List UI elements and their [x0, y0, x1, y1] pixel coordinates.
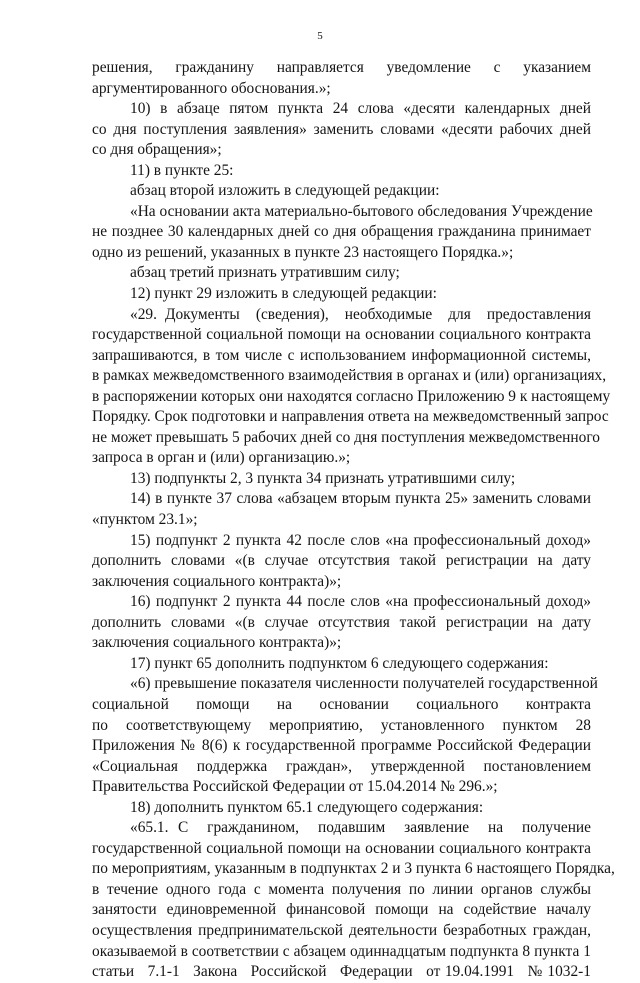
- page-number: 5: [317, 30, 323, 42]
- text-line: «На основании акта материально-бытового обследования Учреждение: [130, 202, 593, 220]
- text-line: 11) в пункте 25:: [130, 161, 234, 179]
- text-line: Правительства Российской Федерации от 15.04.2014 № 296.»;: [92, 778, 498, 796]
- text-line: Порядку. Срок подготовки и направления ответа на межведомственный запрос: [92, 408, 609, 426]
- text-line: 14) в пункте 37 слова «абзацем вторым пункта 25» заменить словами: [130, 490, 591, 508]
- text-line: осуществления предпринимательской деятельности безработных граждан,: [92, 921, 591, 939]
- text-line: запроса в орган и (или) организацию.»;: [92, 449, 351, 467]
- text-line: не может превышать 5 рабочих дней со дня поступления межведомственного: [92, 428, 600, 446]
- text-line: решения, гражданину направляется уведомление с указанием: [92, 59, 591, 76]
- text-line: 13) подпункты 2, 3 пункта 34 признать утратившими силу;: [130, 469, 516, 487]
- text-line: 16) подпункт 2 пункта 44 после слов «на профессиональный доход»: [130, 593, 591, 611]
- text-line: в рамках межведомственного взаимодействия в органах и (или) организациях,: [92, 367, 607, 385]
- text-line: занятости единовременной финансовой помощи на содействие началу: [92, 901, 591, 919]
- text-line: социальной помощи на основании социального контракта: [92, 695, 591, 713]
- text-line: не позднее 30 календарных дней со дня обращения гражданина принимает: [92, 223, 591, 241]
- text-line: 12) пункт 29 изложить в следующей редакции:: [130, 285, 437, 303]
- text-line: дополнить словами «(в случае отсутствия такой регистрации на дату: [92, 613, 591, 631]
- text-line: по мероприятиям, указанным в подпунктах 2 и 3 пункта 6 настоящего Порядка,: [92, 860, 615, 878]
- text-line: государственной социальной помощи на основании социального контракта: [92, 326, 591, 344]
- text-line: «29. Документы (сведения), необходимые для предоставления: [130, 305, 591, 323]
- text-line: 17) пункт 65 дополнить подпунктом 6 следующего содержания:: [130, 654, 549, 672]
- text-line: в распоряжении которых они находятся согласно Приложению 9 к настоящему: [92, 387, 611, 405]
- text-line: аргументированного обоснования.»;: [92, 79, 331, 97]
- text-line: дополнить словами «(в случае отсутствия такой регистрации на дату: [92, 552, 591, 570]
- text-line: запрашиваются, в том числе с использованием информационной системы,: [92, 346, 591, 364]
- text-line: абзац второй изложить в следующей редакции:: [130, 182, 440, 200]
- text-line: «65.1. С гражданином, подавшим заявление на получение: [130, 819, 591, 837]
- text-line: 10) в абзаце пятом пункта 24 слова «десяти календарных дней: [130, 100, 591, 118]
- text-line: заключения социального контракта)»;: [92, 634, 342, 652]
- text-line: 15) подпункт 2 пункта 42 после слов «на профессиональный доход»: [130, 531, 591, 549]
- text-line: статьи 7.1-1 Закона Российской Федерации от 19.04.1991 № 1032-1: [92, 963, 591, 981]
- text-line: в течение одного года с момента получения по линии органов службы: [92, 880, 591, 898]
- text-line: «пунктом 23.1»;: [92, 511, 198, 529]
- text-line: заключения социального контракта)»;: [92, 572, 342, 590]
- text-line: Приложения № 8(6) к государственной программе Российской Федерации: [92, 737, 591, 755]
- text-line: со дня поступления заявления» заменить словами «десяти рабочих дней: [92, 120, 591, 138]
- text-line: «6) превышение показателя численности получателей государственной: [130, 675, 598, 693]
- text-line: одно из решений, указанных в пункте 23 настоящего Порядка.»;: [92, 243, 514, 261]
- text-line: абзац третий признать утратившим силу;: [130, 264, 400, 282]
- text-line: «Социальная поддержка граждан», утвержденной постановлением: [92, 757, 591, 775]
- text-line: по соответствующему мероприятию, установленного пунктом 28: [92, 716, 591, 734]
- text-line: со дня обращения»;: [92, 141, 222, 159]
- text-line: 18) дополнить пунктом 65.1 следующего содержания:: [130, 798, 484, 816]
- document-text: [92, 58, 615, 983]
- text-line: государственной социальной помощи на основании социального контракта: [92, 839, 591, 857]
- text-line: оказываемой в соответствии с абзацем одиннадцатым подпункта 8 пункта 1: [92, 942, 591, 960]
